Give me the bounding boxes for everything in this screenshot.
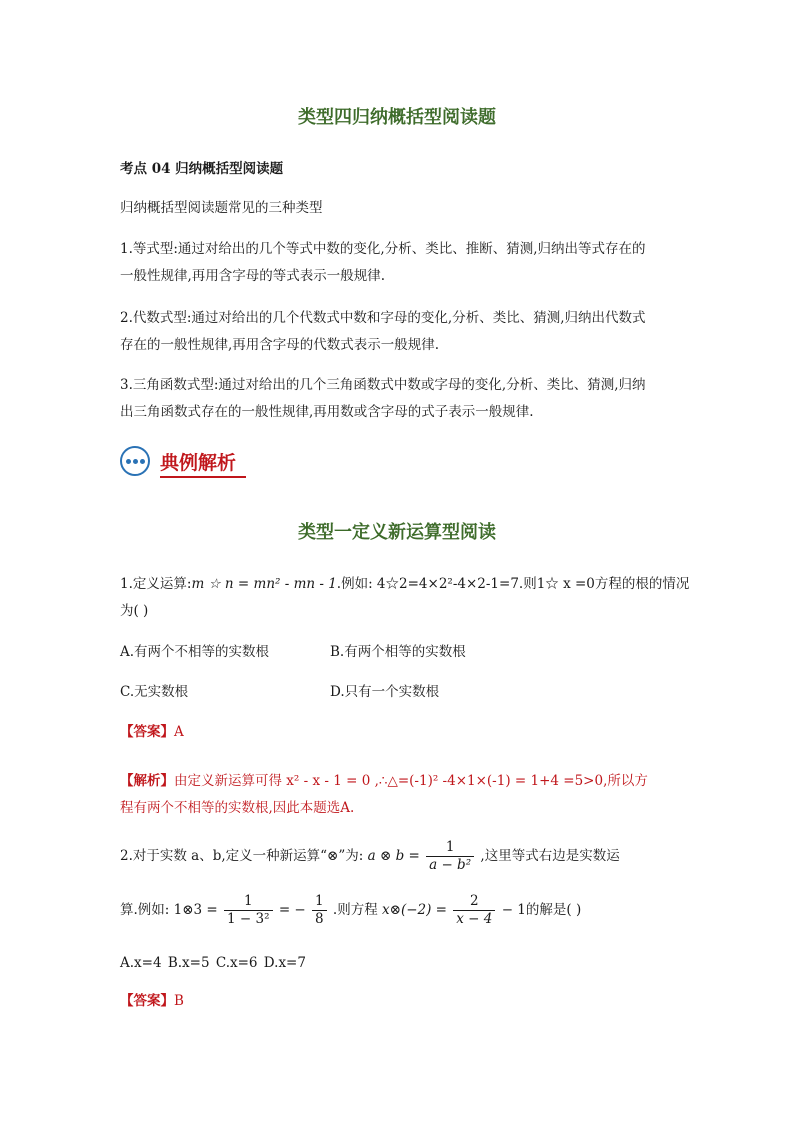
q2-example-denominator: 1 − 3² (227, 911, 270, 927)
q1-answer-label: 【答案】 (120, 724, 174, 740)
type-1-line-1: 1.等式型:通过对给出的几个等式中数的变化,分析、类比、推断、猜测,归纳出等式存在的 (120, 241, 646, 257)
q2-example-denominator-2: 8 (315, 911, 324, 927)
q1-option-d: D.只有一个实数根 (330, 684, 440, 700)
q2-example-numerator-2: 1 (312, 893, 327, 911)
q2-eq-lhs: x⊗(−2) = (382, 902, 447, 918)
q1-answer (120, 721, 184, 744)
q2-example-lhs: 1⊗3 = (173, 902, 218, 918)
q2-example-fraction (224, 893, 272, 928)
q2-eq-numerator: 2 (453, 893, 495, 911)
q1-analysis-text: 由定义新运算可得 x² - x - 1 = 0 ,∴△=(-1)² -4×1×(-1) = 1+4 =5>0,所以方 (174, 773, 648, 789)
q2-eq-suffix: 的解是( ) (525, 902, 582, 918)
q2-answer-label: 【答案】 (120, 993, 174, 1009)
q1-prefix: 1.定义运算: (120, 576, 192, 592)
type-3-line-1: 3.三角函数式型:通过对给出的几个三角函数式中数或字母的变化,分析、类比、猜测,归纳 (120, 377, 646, 393)
q1-analysis-label: 【解析】 (120, 773, 174, 789)
q2-eq-prefix: .则方程 (332, 902, 378, 918)
page-title: 类型四归纳概括型阅读题 (298, 107, 496, 128)
q2-line-1 (120, 838, 620, 874)
q2-eq-denominator: x − 4 (456, 911, 493, 927)
kaodian-heading: 考点 04 归纳概括型阅读题 (120, 161, 284, 177)
q2-eq-fraction (453, 893, 495, 928)
q2-eq-tail: − 1 (501, 902, 526, 918)
q2-line-2 (120, 892, 581, 928)
type-1-line-2: 一般性规律,再用含字母的等式表示一般规律. (120, 268, 386, 284)
q2-options: A.x=4 B.x=5 C.x=6 D.x=7 (120, 955, 306, 971)
type-2-line-2: 存在的一般性规律,再用含字母的代数式表示一般规律. (120, 337, 440, 353)
q2-example-mid: = − (278, 902, 306, 918)
section-title: 类型一定义新运算型阅读 (298, 522, 496, 543)
q2-def-denominator: a − b² (429, 857, 472, 873)
q2-example-fraction-2 (312, 893, 327, 928)
intro-text: 归纳概括型阅读题常见的三种类型 (120, 200, 323, 216)
q2-def-fraction (426, 839, 474, 874)
q2-suffix: ,这里等式右边是实数运 (480, 848, 620, 864)
banner-heading: 典例解析 (160, 452, 237, 474)
type-3-line-2: 出三角函数式存在的一般性规律,再用数或含字母的式子表示一般规律. (120, 404, 534, 420)
q1-analysis-line-1 (120, 770, 648, 793)
q2-answer-value: B (174, 993, 184, 1009)
q1-line-1 (120, 573, 689, 596)
q1-option-a: A.有两个不相等的实数根 (120, 644, 270, 660)
banner-underline (160, 476, 246, 478)
q2-prefix: 2.对于实数 a、b,定义一种新运算“⊗”为: (120, 848, 364, 864)
q2-def-lhs: a ⊗ b = (367, 848, 420, 864)
q1-option-c: C.无实数根 (120, 684, 189, 700)
q1-formula: m ☆ n = mn² - mn - 1 (191, 576, 337, 592)
q2-def-numerator: 1 (426, 839, 474, 857)
q2-line2-prefix: 算.例如: (120, 902, 170, 918)
q1-option-b: B.有两个相等的实数根 (330, 644, 466, 660)
q2-example-numerator: 1 (224, 893, 272, 911)
type-2-line-1: 2.代数式型:通过对给出的几个代数式中数和字母的变化,分析、类比、猜测,归纳出代数式 (120, 310, 646, 326)
ellipsis-circle-icon (120, 446, 150, 476)
q1-example: .例如: 4☆2=4×2²-4×2-1=7.则1☆ x =0方程的根的情况 (336, 576, 690, 592)
q1-answer-value: A (174, 724, 184, 740)
q2-answer (120, 990, 184, 1013)
q1-line-2: 为( ) (120, 603, 149, 619)
q1-analysis-line-2: 程有两个不相等的实数根,因此本题选A. (120, 800, 355, 816)
